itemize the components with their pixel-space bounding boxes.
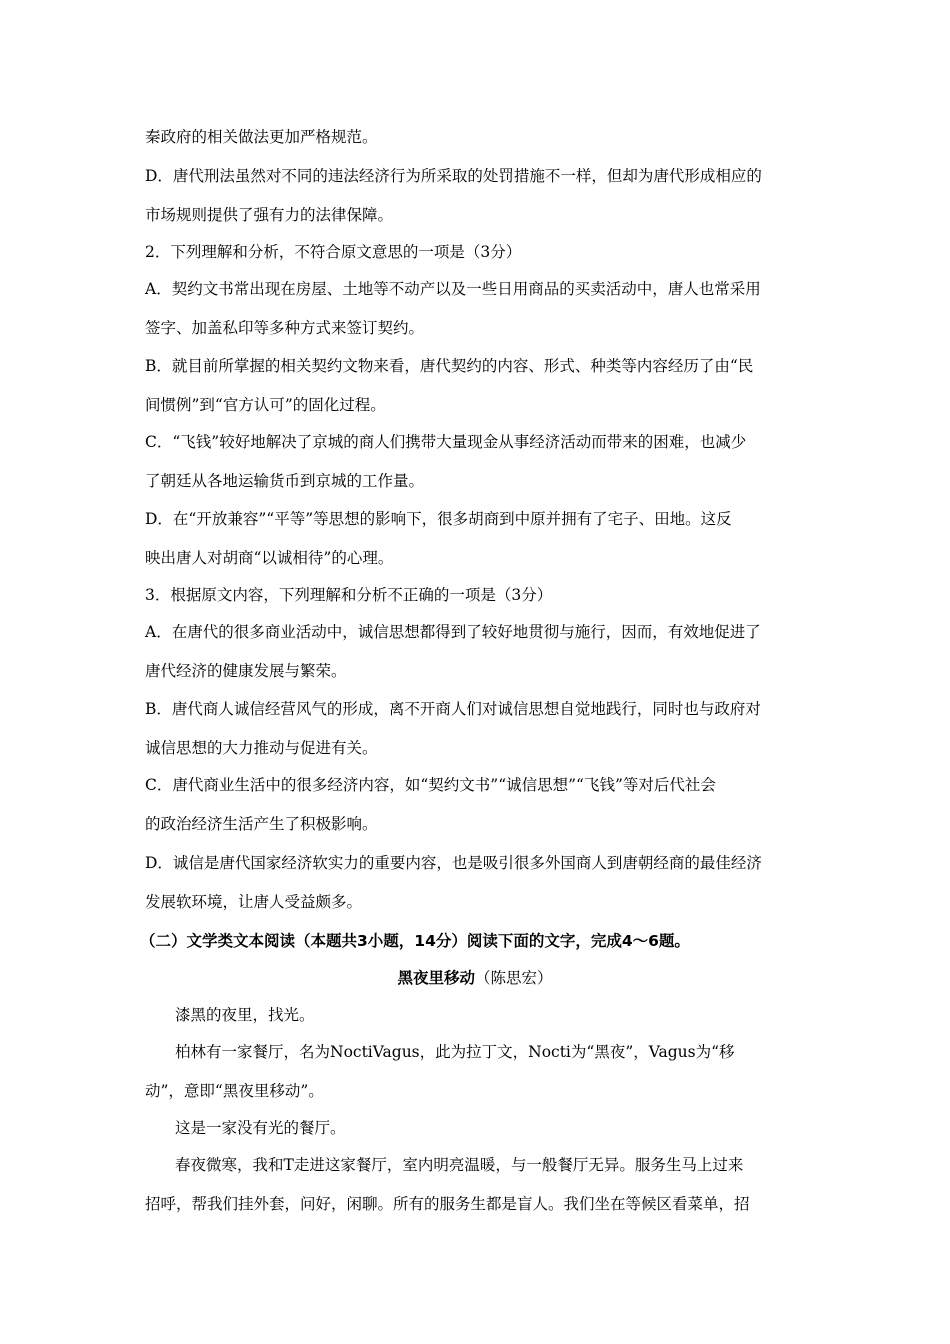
option-d: D．在“开放兼容”“平等”等思想的影响下，很多胡商到中原并拥有了宅子、田地。这反	[145, 510, 732, 528]
text-line: 秦政府的相关做法更加严格规范。	[145, 128, 378, 146]
article-author: （陈思宏）	[475, 969, 553, 987]
question-3-stem: 3．根据原文内容，下列理解和分析不正确的一项是（3分）	[145, 586, 553, 604]
text-line: 唐代经济的健康发展与繁荣。	[145, 662, 347, 680]
article-paragraph: 春夜微寒，我和T走进这家餐厅，室内明亮温暖，与一般餐厅无异。服务生马上过来	[175, 1156, 744, 1174]
option-d: D．诚信是唐代国家经济软实力的重要内容，也是吸引很多外国商人到唐朝经商的最佳经济	[145, 854, 762, 872]
text-line: 的政治经济生活产生了积极影响。	[145, 815, 378, 833]
article-paragraph: 漆黑的夜里，找光。	[175, 1006, 315, 1024]
question-2-stem: 2．下列理解和分析，不符合原文意思的一项是（3分）	[145, 243, 522, 261]
article-paragraph: 柏林有一家餐厅，名为NoctiVagus，此为拉丁文，Nocti为“黑夜”，Vagus为“移	[175, 1043, 735, 1061]
section-heading: （二）文学类文本阅读（本题共3小题，14分）阅读下面的文字，完成4～6题。	[140, 932, 690, 950]
article-title	[0, 968, 950, 988]
article-paragraph-cont: 动”，意即“黑夜里移动”。	[145, 1082, 324, 1100]
text-line: D．唐代刑法虽然对不同的违法经济行为所采取的处罚措施不一样，但却为唐代形成相应的	[145, 167, 762, 185]
text-line: 映出唐人对胡商“以诚相待”的心理。	[145, 549, 394, 567]
text-line: 了朝廷从各地运输货币到京城的工作量。	[145, 472, 425, 490]
option-c: C．“飞钱”较好地解决了京城的商人们携带大量现金从事经济活动而带来的困难，也减少	[145, 433, 747, 451]
text-line: 间惯例”到“官方认可”的固化过程。	[145, 396, 386, 414]
article-paragraph-cont: 招呼，帮我们挂外套，问好，闲聊。所有的服务生都是盲人。我们坐在等候区看菜单，招	[145, 1195, 750, 1213]
text-line: 市场规则提供了强有力的法律保障。	[145, 206, 394, 224]
option-a: A．契约文书常出现在房屋、土地等不动产以及一些日用商品的买卖活动中，唐人也常采用	[145, 280, 761, 298]
text-line: 发展软环境，让唐人受益颇多。	[145, 893, 363, 911]
text-line: 签字、加盖私印等多种方式来签订契约。	[145, 319, 425, 337]
option-b: B．唐代商人诚信经营风气的形成，离不开商人们对诚信思想自觉地践行，同时也与政府对	[145, 700, 761, 718]
text-line: 诚信思想的大力推动与促进有关。	[145, 739, 378, 757]
article-title-text: 黑夜里移动	[397, 969, 475, 987]
option-a: A．在唐代的很多商业活动中，诚信思想都得到了较好地贯彻与施行，因而，有效地促进了	[145, 623, 761, 641]
article-paragraph: 这是一家没有光的餐厅。	[175, 1119, 346, 1137]
option-b: B．就目前所掌握的相关契约文物来看，唐代契约的内容、形式、种类等内容经历了由“民	[145, 357, 754, 375]
option-c: C．唐代商业生活中的很多经济内容，如“契约文书”“诚信思想”“飞钱”等对后代社会	[145, 776, 716, 794]
